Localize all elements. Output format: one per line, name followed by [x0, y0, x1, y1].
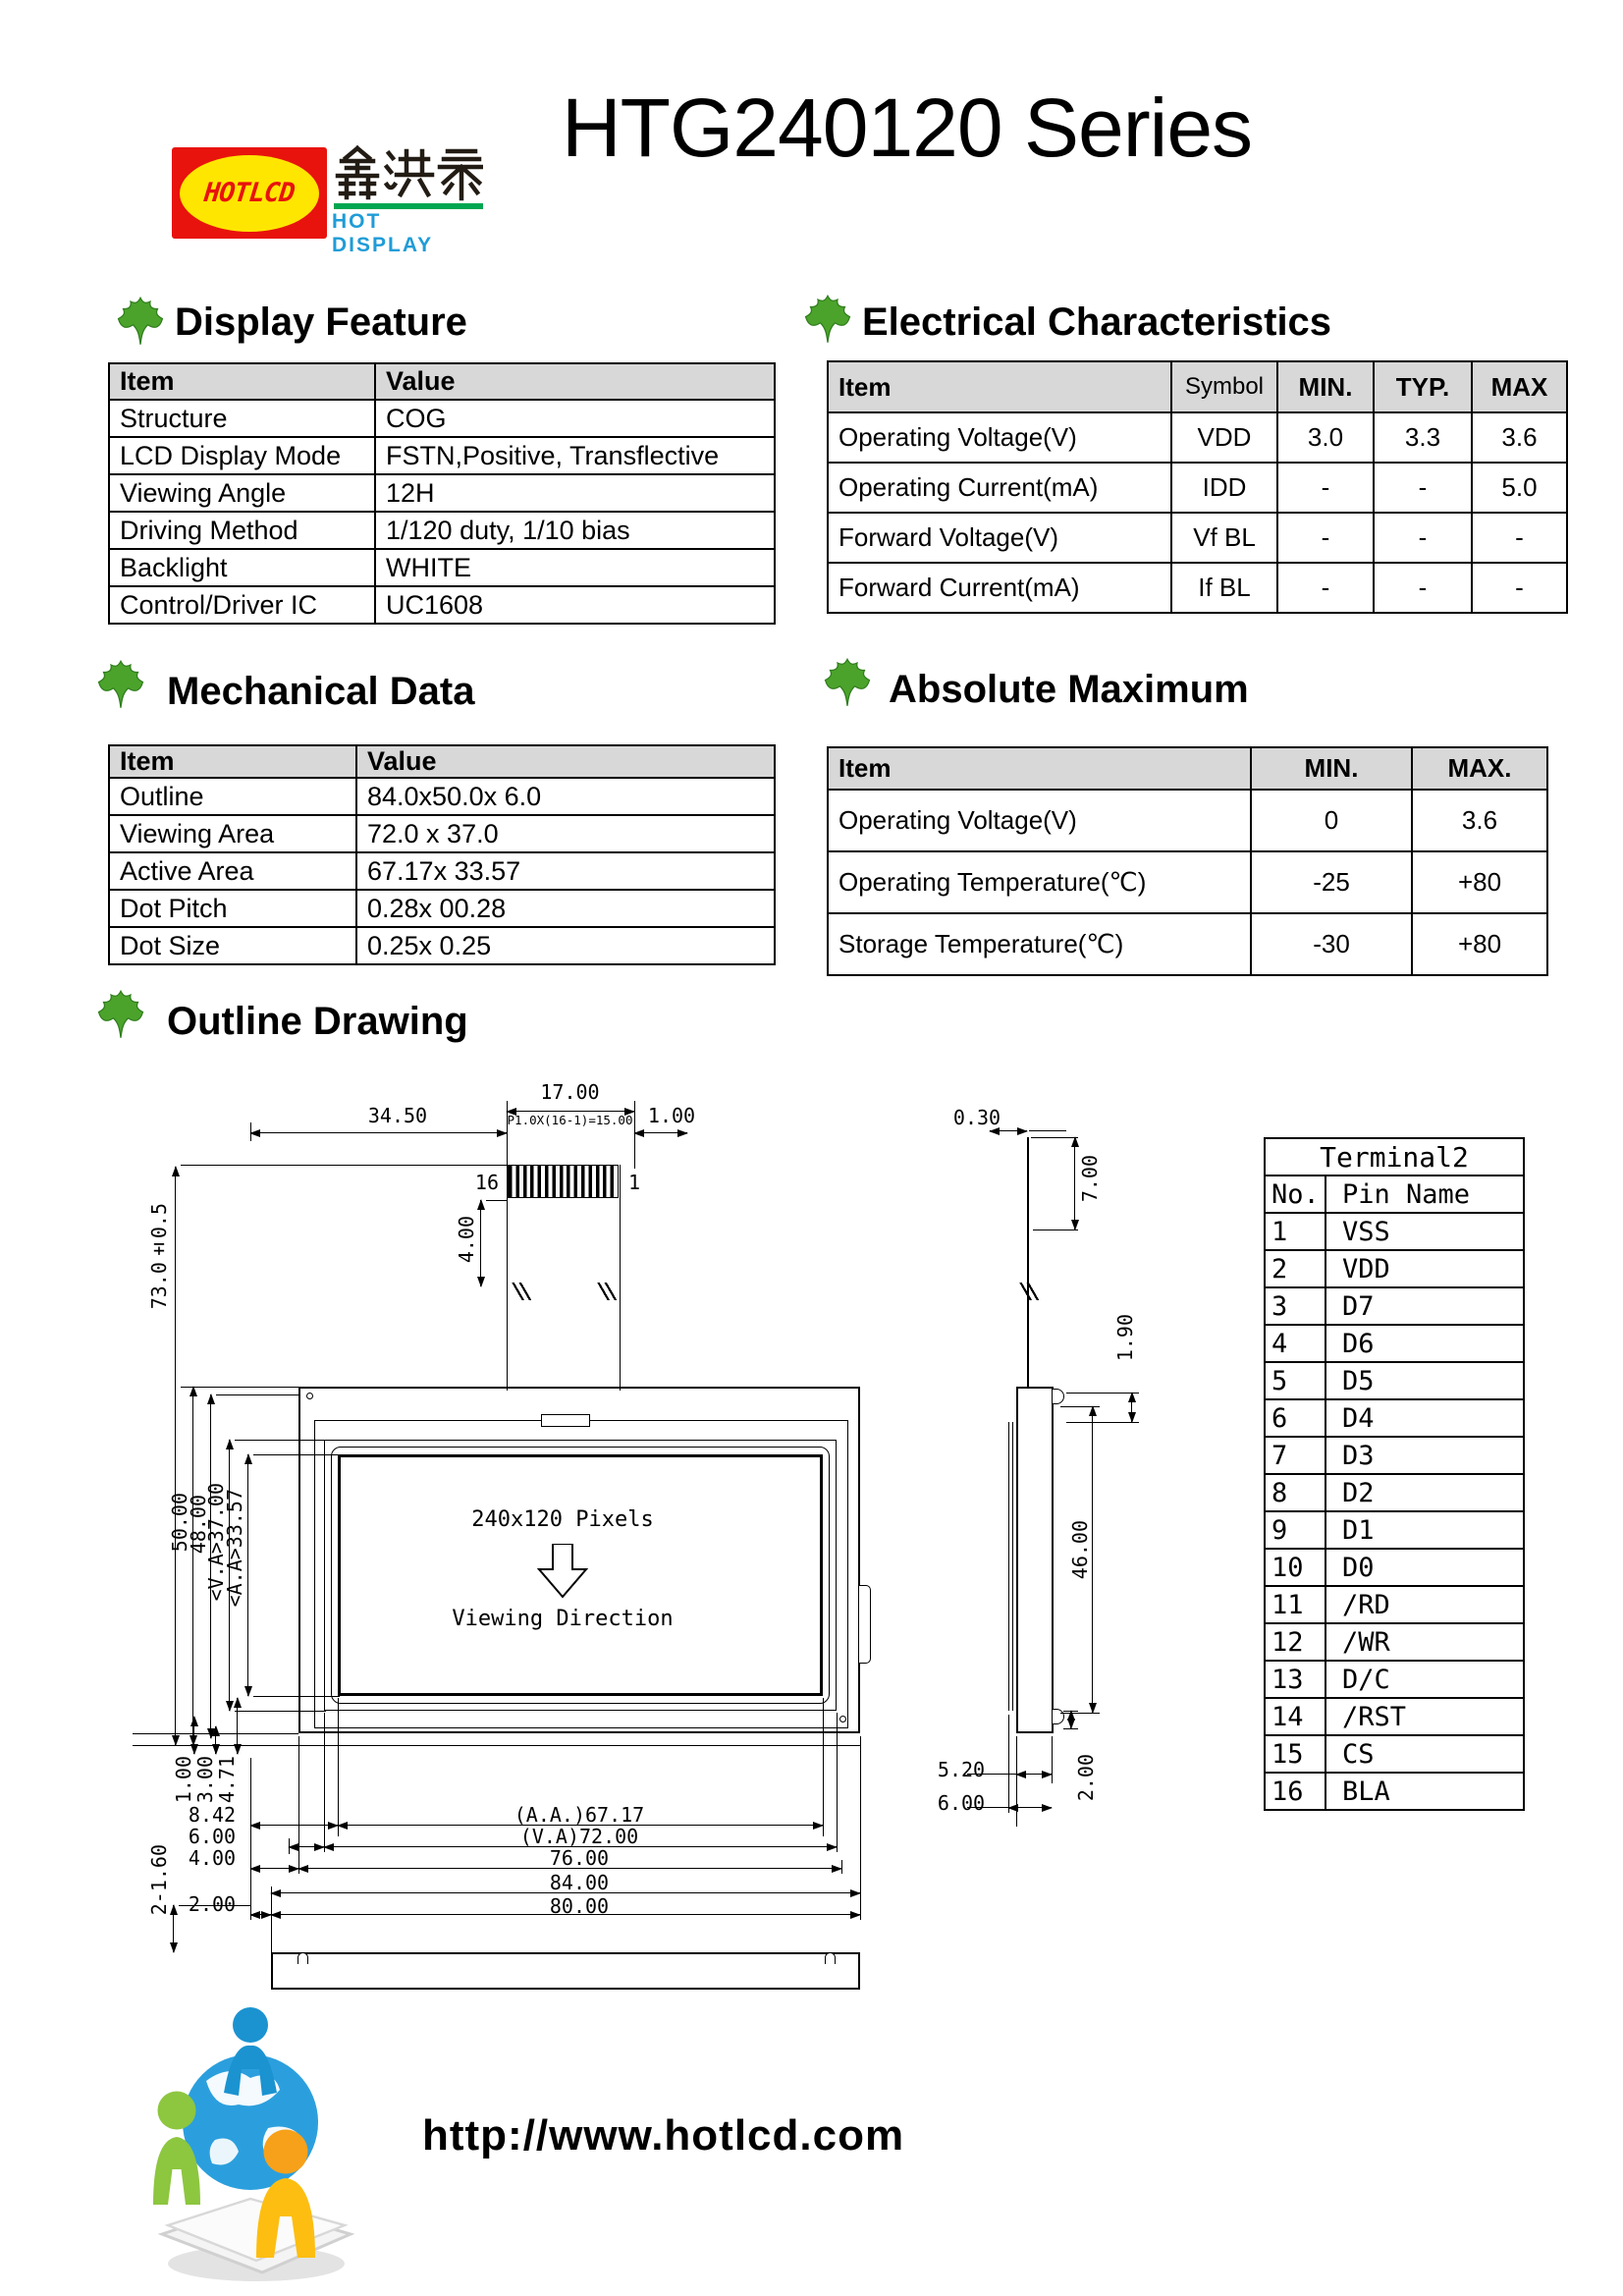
table-cell: Operating Temperature(℃)	[828, 851, 1251, 913]
column-header: Item	[109, 745, 356, 778]
table-cell: 6	[1265, 1399, 1325, 1437]
table-cell: IDD	[1171, 463, 1277, 513]
table-row	[1265, 1586, 1524, 1623]
table-cell: -	[1374, 513, 1472, 563]
table-cell: D/C	[1325, 1661, 1524, 1698]
viewing-direction-label: Viewing Direction	[452, 1607, 674, 1631]
table-row	[109, 927, 775, 964]
dim-label: 1.90	[1113, 1314, 1137, 1362]
table-cell: VDD	[1171, 412, 1277, 463]
leaf-icon	[823, 658, 872, 707]
table-cell: -30	[1251, 913, 1412, 975]
absolute-maximum-table	[827, 746, 1548, 976]
table-cell: CS	[1325, 1735, 1524, 1773]
dim-label: 7.00	[1078, 1155, 1102, 1203]
table-row	[828, 513, 1567, 563]
fpc-side-line	[1027, 1137, 1029, 1387]
dim-label: 4.00	[188, 1846, 237, 1870]
dim-label: <V.A>37.00	[204, 1483, 228, 1602]
table-cell: +80	[1412, 913, 1547, 975]
leaf-icon	[803, 295, 852, 344]
table-row	[828, 463, 1567, 513]
logo-ellipse	[180, 155, 319, 232]
column-header: Item	[828, 747, 1251, 790]
table-header-row	[828, 747, 1547, 790]
table-cell: 0	[1251, 790, 1412, 851]
polarizer-side-line	[1012, 1422, 1013, 1711]
display-feature-table	[108, 362, 776, 625]
table-row	[1265, 1773, 1524, 1810]
break-mark	[593, 1283, 619, 1300]
table-cell: /RD	[1325, 1586, 1524, 1623]
break-mark	[1015, 1283, 1041, 1300]
dim-label: 6.00	[937, 1791, 986, 1815]
logo-subtitle: HOT DISPLAY	[332, 210, 434, 256]
dim-label: 80.00	[549, 1894, 610, 1918]
table-cell: Viewing Angle	[109, 474, 375, 512]
dim-label: 4.71	[215, 1756, 239, 1804]
table-row	[1265, 1474, 1524, 1511]
table-cell: Viewing Area	[109, 815, 356, 852]
viewing-direction-arrow-icon	[537, 1544, 588, 1599]
table-row	[1265, 1362, 1524, 1399]
column-header: Value	[375, 363, 775, 400]
table-cell: LCD Display Mode	[109, 437, 375, 474]
table-row	[1265, 1735, 1524, 1773]
dim-label: 6.00	[188, 1825, 237, 1848]
table-cell: Operating Voltage(V)	[828, 790, 1251, 851]
table-cell: +80	[1412, 851, 1547, 913]
dim-label: 48.00	[187, 1495, 210, 1555]
table-cell: WHITE	[375, 549, 775, 586]
table-cell: Forward Voltage(V)	[828, 513, 1171, 563]
table-cell: -	[1277, 463, 1374, 513]
table-cell: VSS	[1325, 1213, 1524, 1250]
table-cell: 8	[1265, 1474, 1325, 1511]
table-row	[1265, 1287, 1524, 1325]
column-header: MIN.	[1277, 361, 1374, 412]
table-cell: 0.25x 0.25	[356, 927, 775, 964]
table-cell: 1/120 duty, 1/10 bias	[375, 512, 775, 549]
table-cell: 11	[1265, 1586, 1325, 1623]
column-header: TYP.	[1374, 361, 1472, 412]
table-row	[828, 563, 1567, 613]
dim-label: 1.00	[647, 1104, 696, 1127]
section-heading-display-feature: Display Feature	[175, 301, 467, 344]
column-header: No.	[1265, 1175, 1325, 1213]
table-cell: 12H	[375, 474, 775, 512]
table-cell: BLA	[1325, 1773, 1524, 1810]
table-row	[109, 512, 775, 549]
table-cell: -	[1472, 513, 1567, 563]
table-cell: Forward Current(mA)	[828, 563, 1171, 613]
dim-label: (V.A)72.00	[519, 1825, 639, 1848]
corner-mark	[839, 1716, 846, 1722]
dim-label: 73.0±0.5	[147, 1203, 171, 1310]
table-cell: 16	[1265, 1773, 1325, 1810]
globe-people-logo	[133, 1998, 368, 2293]
column-header: Item	[828, 361, 1171, 412]
table-cell: 5	[1265, 1362, 1325, 1399]
table-header-row	[828, 361, 1567, 412]
table-cell: 9	[1265, 1511, 1325, 1549]
electrical-characteristics-table	[827, 360, 1568, 614]
break-mark	[508, 1283, 533, 1300]
table-cell: -25	[1251, 851, 1412, 913]
table-cell: Driving Method	[109, 512, 375, 549]
table-cell: 12	[1265, 1623, 1325, 1661]
table-cell: UC1608	[375, 586, 775, 624]
table-row	[1265, 1250, 1524, 1287]
mechanical-data-table	[108, 744, 776, 965]
table-cell: -	[1277, 513, 1374, 563]
table-cell: /RST	[1325, 1698, 1524, 1735]
table-cell: D7	[1325, 1287, 1524, 1325]
mounting-hole	[298, 1952, 308, 1964]
dim-label: 4.00	[455, 1216, 478, 1264]
backlight-pcb	[271, 1952, 860, 1990]
table-cell: 67.17x 33.57	[356, 852, 775, 890]
table-row	[828, 412, 1567, 463]
pin-number-label: 1	[628, 1171, 641, 1194]
table-row	[1265, 1399, 1524, 1437]
table-cell: VDD	[1325, 1250, 1524, 1287]
table-cell: Control/Driver IC	[109, 586, 375, 624]
dim-label: 0.30	[952, 1106, 1001, 1129]
table-cell: 3	[1265, 1287, 1325, 1325]
dim-label: 3.00	[193, 1756, 217, 1804]
column-header: Item	[109, 363, 375, 400]
table-cell: /WR	[1325, 1623, 1524, 1661]
table-row	[1265, 1549, 1524, 1586]
page-title: HTG240120 Series	[562, 82, 1253, 174]
table-cell: 10	[1265, 1549, 1325, 1586]
table-cell: 5.0	[1472, 463, 1567, 513]
website-url: http://www.hotlcd.com	[422, 2111, 905, 2159]
table-cell: Dot Pitch	[109, 890, 356, 927]
dim-label: 17.00	[540, 1080, 600, 1104]
table-cell: 72.0 x 37.0	[356, 815, 775, 852]
table-row	[109, 474, 775, 512]
table-cell: 3.0	[1277, 412, 1374, 463]
table-cell: D6	[1325, 1325, 1524, 1362]
table-cell: D3	[1325, 1437, 1524, 1474]
company-logo	[172, 147, 327, 239]
table-cell: COG	[375, 400, 775, 437]
table-cell: 84.0x50.0x 6.0	[356, 778, 775, 815]
table-cell: 7	[1265, 1437, 1325, 1474]
pixels-label: 240x120 Pixels	[471, 1507, 654, 1532]
table-row	[1265, 1213, 1524, 1250]
dim-label: 50.00	[168, 1493, 191, 1553]
table-row	[109, 778, 775, 815]
column-header: MIN.	[1251, 747, 1412, 790]
table-cell: Storage Temperature(℃)	[828, 913, 1251, 975]
bezel-slot	[541, 1414, 590, 1427]
table-cell: D2	[1325, 1474, 1524, 1511]
table-row	[1265, 1511, 1524, 1549]
corner-mark	[306, 1393, 313, 1399]
table-cell: Backlight	[109, 549, 375, 586]
dim-label: 8.42	[188, 1803, 237, 1827]
table-cell: 3.6	[1472, 412, 1567, 463]
table-cell: Vf BL	[1171, 513, 1277, 563]
dim-label: 76.00	[549, 1846, 610, 1870]
table-row	[828, 790, 1547, 851]
polarizer-side-line	[1008, 1422, 1009, 1711]
section-heading-electrical: Electrical Characteristics	[862, 301, 1332, 344]
column-header: MAX.	[1412, 747, 1547, 790]
leaf-icon	[96, 660, 145, 709]
table-row	[1265, 1661, 1524, 1698]
table-cell: Outline	[109, 778, 356, 815]
table-cell: -	[1374, 463, 1472, 513]
terminal-table-title: Terminal2	[1265, 1138, 1524, 1175]
table-cell: 3.6	[1412, 790, 1547, 851]
table-cell: D5	[1325, 1362, 1524, 1399]
table-row	[828, 851, 1547, 913]
table-cell: 13	[1265, 1661, 1325, 1698]
dim-label: 84.00	[549, 1871, 610, 1894]
side-tab	[858, 1585, 871, 1664]
fpc-pin-comb	[508, 1165, 619, 1198]
table-cell: 2	[1265, 1250, 1325, 1287]
fpc-ribbon	[507, 1165, 621, 1391]
dim-label: <A.A>33.57	[223, 1489, 246, 1608]
dim-label: 2.00	[1074, 1754, 1098, 1802]
table-cell: If BL	[1171, 563, 1277, 613]
table-row	[828, 913, 1547, 975]
terminal-pin-table	[1264, 1137, 1525, 1811]
logo-chinese-text	[334, 145, 483, 202]
table-row	[109, 400, 775, 437]
column-header: MAX	[1472, 361, 1567, 412]
column-header: Symbol	[1171, 361, 1277, 412]
section-heading-absolute-maximum: Absolute Maximum	[889, 668, 1249, 711]
section-heading-outline-drawing: Outline Drawing	[167, 1000, 468, 1043]
table-cell: -	[1374, 563, 1472, 613]
table-row	[109, 586, 775, 624]
table-cell: 4	[1265, 1325, 1325, 1362]
section-heading-mechanical: Mechanical Data	[167, 670, 475, 713]
dim-label: 34.50	[367, 1104, 428, 1127]
table-cell: Dot Size	[109, 927, 356, 964]
column-header: Pin Name	[1325, 1175, 1524, 1213]
dim-label: P1.0X(16-1)=15.00	[507, 1113, 633, 1127]
table-cell: 14	[1265, 1698, 1325, 1735]
table-row	[1265, 1325, 1524, 1362]
dim-label: (A.A.)67.17	[514, 1803, 645, 1827]
table-header-row	[1265, 1175, 1524, 1213]
logo-green-bar	[334, 203, 483, 209]
table-cell: D1	[1325, 1511, 1524, 1549]
table-cell: 1	[1265, 1213, 1325, 1250]
leaf-icon	[96, 990, 145, 1039]
table-cell: Active Area	[109, 852, 356, 890]
table-row	[1265, 1437, 1524, 1474]
table-cell: Operating Current(mA)	[828, 463, 1171, 513]
column-header: Value	[356, 745, 775, 778]
mounting-hole	[825, 1952, 836, 1964]
pin-number-label: 16	[474, 1171, 499, 1194]
module-side-profile	[1016, 1387, 1054, 1733]
table-header-row	[109, 363, 775, 400]
dim-label: 46.00	[1068, 1520, 1092, 1580]
side-pin	[1052, 1389, 1064, 1404]
table-cell: 15	[1265, 1735, 1325, 1773]
table-cell: -	[1472, 563, 1567, 613]
table-row	[1265, 1623, 1524, 1661]
table-row	[109, 437, 775, 474]
table-cell: D0	[1325, 1549, 1524, 1586]
table-row	[109, 852, 775, 890]
dim-label: 1.00	[172, 1756, 195, 1804]
table-cell: Operating Voltage(V)	[828, 412, 1171, 463]
dim-label: 5.20	[937, 1758, 986, 1781]
table-cell: 0.28x 00.28	[356, 890, 775, 927]
logo-wordmark: HOTLCD	[202, 178, 297, 208]
table-header-row	[109, 745, 775, 778]
table-row	[109, 815, 775, 852]
table-cell: -	[1277, 563, 1374, 613]
table-row	[109, 549, 775, 586]
table-cell: D4	[1325, 1399, 1524, 1437]
table-row	[1265, 1698, 1524, 1735]
leaf-icon	[116, 297, 165, 346]
table-cell: Structure	[109, 400, 375, 437]
dim-label: 2-1.60	[147, 1844, 171, 1916]
dim-label: 2.00	[188, 1892, 237, 1916]
table-row	[109, 890, 775, 927]
table-cell: FSTN,Positive, Transflective	[375, 437, 775, 474]
table-cell: 3.3	[1374, 412, 1472, 463]
